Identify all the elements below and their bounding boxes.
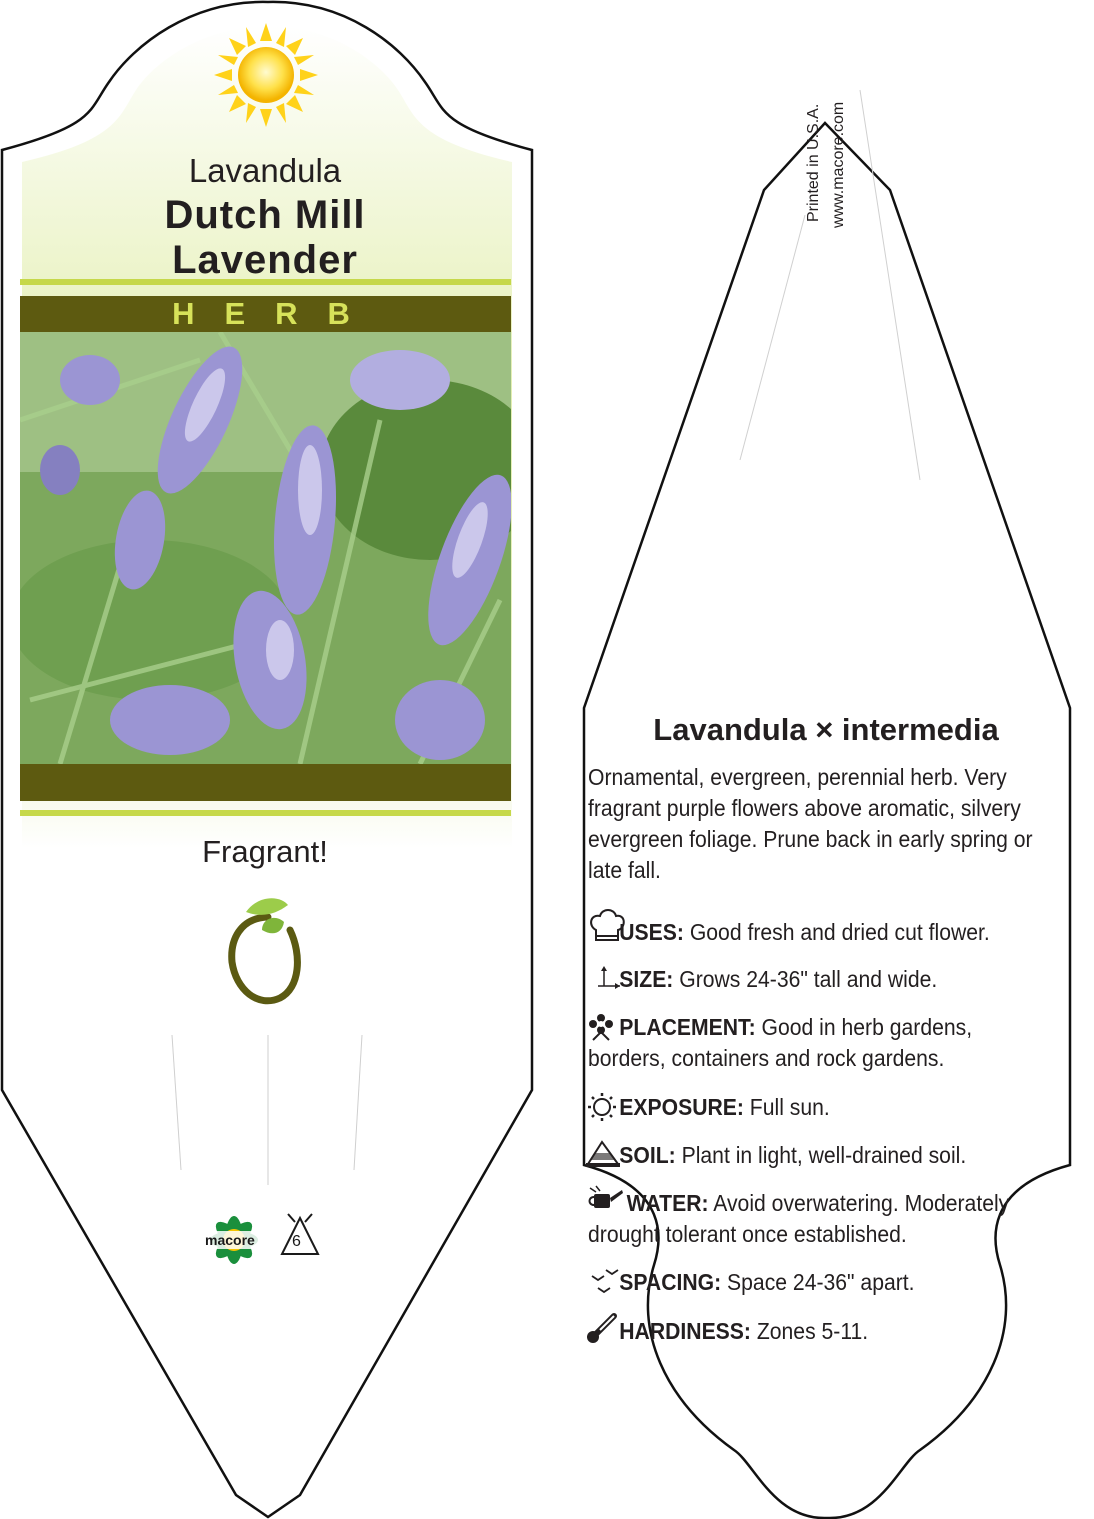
brand-label: macore: [205, 1232, 255, 1248]
attribute-label: SPACING:: [619, 1269, 722, 1295]
attribute-text: Plant in light, well-drained soil.: [681, 1142, 967, 1168]
attribute-label: HARDINESS:: [619, 1318, 751, 1344]
attribute-soil: [588, 1140, 1050, 1171]
scientific-name: Lavandula × intermedia: [653, 712, 999, 747]
attribute-uses: [588, 917, 1050, 948]
lavender-photo: [10, 332, 540, 764]
attribute-placement: [588, 1012, 1050, 1074]
genus-name: Lavandula: [188, 152, 342, 189]
sun-icon: [214, 23, 318, 127]
printed-in-label: Printed in U.S.A.: [805, 103, 822, 222]
attribute-spacing: [588, 1267, 1050, 1298]
attribute-water: [588, 1188, 1050, 1250]
attribute-text: Avoid overwatering. Moderately drought tolerant once established.: [588, 1190, 1010, 1247]
attribute-text: Good fresh and dried cut flower.: [689, 919, 990, 945]
attribute-hardiness: [588, 1316, 1050, 1347]
common-name-line2: Lavender: [172, 238, 358, 282]
bottom-band: [20, 764, 511, 801]
attribute-text: Grows 24-36" tall and wide.: [679, 966, 938, 992]
attribute-label: WATER:: [626, 1190, 709, 1216]
lime-line-bottom: [20, 810, 511, 816]
attribute-text: Good in herb gardens, borders, containers and rock gardens.: [588, 1014, 973, 1071]
attribute-size: [588, 964, 1050, 995]
attribute-text: Space 24-36" apart.: [727, 1269, 915, 1295]
attribute-exposure: [588, 1092, 1050, 1123]
tagline: Fragrant!: [202, 834, 328, 869]
attribute-label: SOIL:: [619, 1142, 676, 1168]
attribute-label: SIZE:: [619, 966, 674, 992]
common-name-line1: Dutch Mill: [164, 193, 366, 237]
attribute-text: Zones 5-11.: [756, 1318, 869, 1344]
attribute-label: USES:: [619, 919, 684, 945]
description: Ornamental, evergreen, perennial herb. Very fragrant purple flowers above aromatic, silvery evergreen foliage. Prune back in early spring or late fall.: [588, 764, 1033, 883]
recycle-code: 6: [292, 1233, 301, 1250]
attribute-label: PLACEMENT:: [619, 1014, 756, 1040]
attribute-text: Full sun.: [749, 1094, 830, 1120]
category-label: HERB: [172, 296, 380, 331]
website-label: www.macore.com: [830, 101, 847, 228]
attribute-label: EXPOSURE:: [619, 1094, 744, 1120]
